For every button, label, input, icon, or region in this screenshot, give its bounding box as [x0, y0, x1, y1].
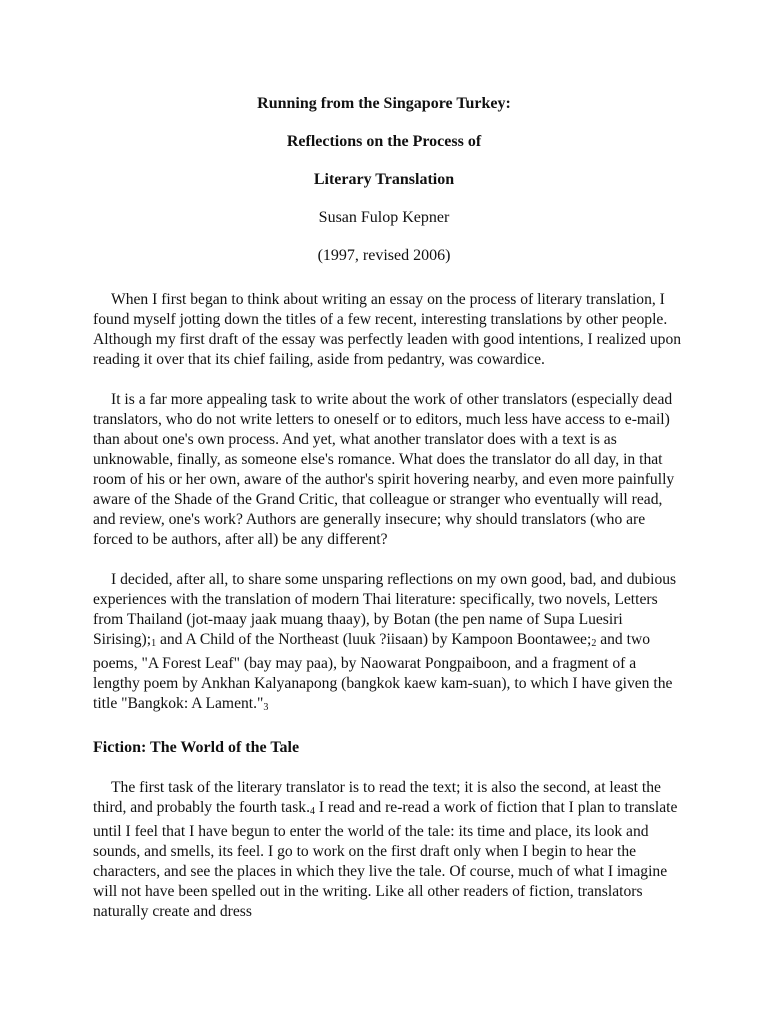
footnote-marker-3: 3 [263, 702, 269, 713]
paragraph-4 [93, 778, 683, 922]
title-line-2: Reflections on the Process of [286, 133, 482, 150]
author-name: Susan Fulop Kepner [318, 209, 450, 226]
footnote-marker-4: 4 [309, 806, 315, 817]
footnote-marker-1: 1 [151, 638, 157, 649]
paragraph-3-text-a: I decided, after all, to share some unsparing reflections on my own good, bad, and dubious experiences with the translation of modern Thai literature: specifically, two novels, Letters from Thailand (jot-maay jaak muang thaay), by Botan (the pen name of Supa Luesiri Sirising); [93, 571, 677, 648]
title-line-3: Literary Translation [313, 171, 455, 188]
footnote-marker-2: 2 [591, 638, 597, 649]
section-heading: Fiction: The World of the Tale [93, 739, 300, 756]
paragraph-3 [93, 570, 683, 718]
title-block [0, 94, 768, 284]
essay-body [93, 290, 683, 942]
paragraph-4-text-b: I read and re-read a work of fiction that I plan to translate until I feel that I have begun to enter the world of the tale: its time and place, its look and sounds, and smells, its feel. I go to work on the first draft only when I begin to hear the characters, and see the places in which they live the tale. Of course, much of what I imagine will not have been spelled out in the writing. Like all other readers of fiction, translators naturally create and dress [93, 799, 678, 920]
paragraph-3-text-b: and A Child of the Northeast (luuk ?iisaan) by Kampoon Boontawee; [156, 631, 592, 648]
publication-date: (1997, revised 2006) [317, 247, 451, 264]
title-line-1: Running from the Singapore Turkey: [257, 95, 511, 112]
paragraph-2: It is a far more appealing task to write about the work of other translators (especially dead translators, who do not write letters to oneself or to editors, much less have access to e-mail) than about one's own process. And yet, what another translator does with a text is as unknowable, finally, as someone else's romance. What does the translator do all day, in that room of his or her own, aware of the author's spirit hovering nearby, and even more painfully aware of the Shade of the Grand Critic, that colleague or stranger who eventually will read, and review, one's work? Authors are generally insecure; why should translators (who are forced to be authors, after all) be any different? [93, 391, 675, 548]
paragraph-1: When I first began to think about writing an essay on the process of literary translation, I found myself jotting down the titles of a few recent, interesting translations by other people. Although my first draft of the essay was perfectly leaden with good intentions, I realized upon reading it over that its chief failing, aside from pedantry, was cowardice. [93, 291, 682, 368]
paragraph-4-text-a: The first task of the literary translator is to read the text; it is also the second, at least the third, and probably the fourth task. [93, 779, 661, 816]
paragraph-3-text-c: and two poems, "A Forest Leaf" (bay may paa), by Naowarat Pongpaiboon, and a fragment of a lengthy poem by Ankhan Kalyanapong (bangkok kaew kam-suan), to which I have given the title "Bangkok: A Lament." [93, 631, 673, 712]
